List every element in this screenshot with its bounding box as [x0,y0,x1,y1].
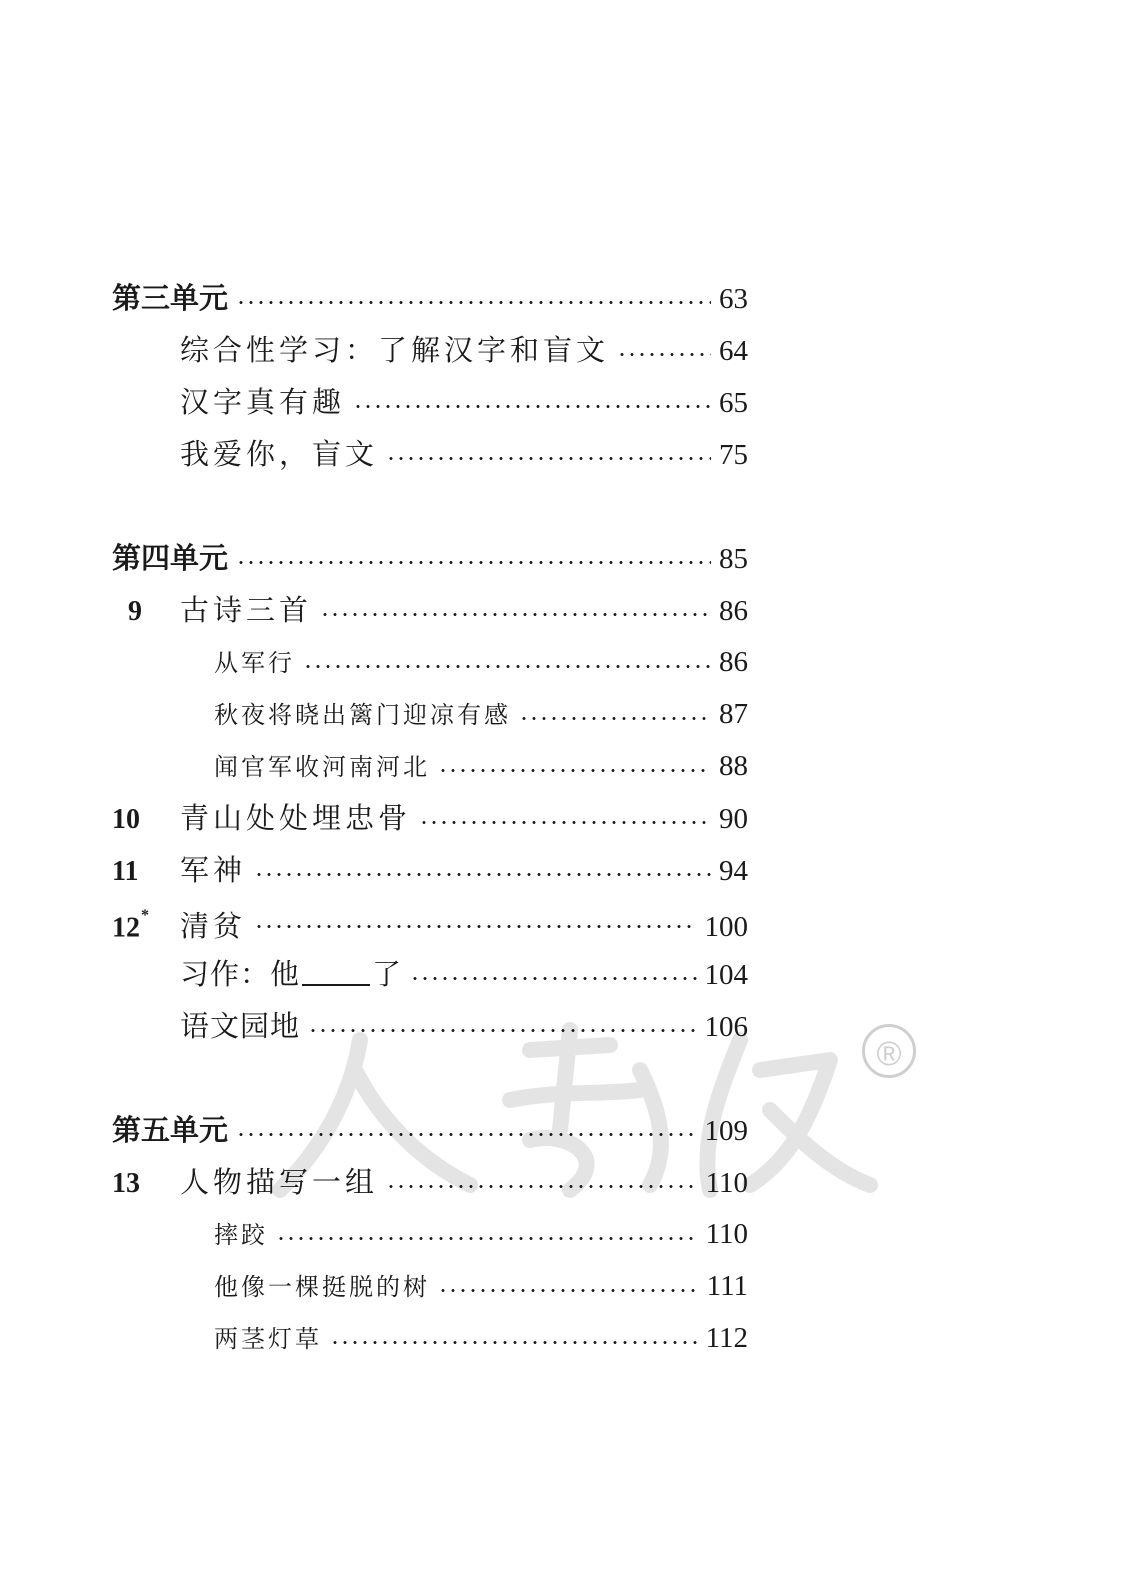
toc-entry-title [180,954,402,994]
dot-leader [320,613,711,616]
lesson-number: 9 [128,596,142,627]
dot-leader [276,1237,698,1240]
toc-page-number: 86 [719,595,748,627]
toc-lesson[interactable] [112,798,748,838]
registered-trademark-icon: ® [862,1024,916,1078]
toc-lesson[interactable] [112,1162,748,1202]
toc-entry[interactable] [180,434,748,474]
toc-page-number: 64 [719,335,748,367]
dot-leader [236,1133,696,1136]
dot-leader [410,977,696,980]
toc-page-number: 109 [704,1115,748,1147]
lesson-number-value: 12 [112,912,140,944]
dot-leader [308,1029,696,1032]
toc-entry-title: 摔跤 [214,1221,268,1249]
toc-page-number: 100 [704,911,748,944]
toc-entry-title: 闻官军收河南河北 [214,753,430,781]
toc-entry-title: 古诗三首 [180,593,313,627]
dot-leader [519,717,711,720]
toc-entry-title: 汉字真有趣 [180,385,346,419]
toc-heading-title: 第四单元 [112,541,229,575]
lesson-number: 13 [112,1168,140,1199]
toc-page-number: 86 [719,646,748,678]
dot-leader [330,1341,698,1344]
toc-entry-title: 综合性学习：了解汉字和盲文 [180,333,610,367]
toc-entry-title: 军神 [180,853,247,887]
toc-subentry[interactable] [214,746,748,786]
dot-leader [438,769,711,772]
toc-entry-title: 青山处处埋忠骨 [180,801,412,835]
toc-page-number: 112 [705,1322,748,1354]
toc-heading-unit-4[interactable] [112,538,748,578]
toc-page-number: 63 [719,283,748,315]
toc-page-number: 88 [719,750,748,782]
dot-leader [236,561,711,564]
lesson-number [112,902,180,948]
toc-lesson[interactable] [112,590,748,630]
toc-subentry[interactable] [214,1266,748,1306]
toc-subentry[interactable] [214,1318,748,1358]
dot-leader [353,405,711,408]
toc-entry-title: 我爱你，盲文 [180,437,379,471]
toc-heading-title: 第三单元 [112,281,229,315]
toc-lesson[interactable] [112,850,748,890]
dot-leader [236,301,711,304]
toc-page-number: 87 [719,698,748,730]
toc-heading-unit-5[interactable] [112,1110,748,1150]
dot-leader [254,925,696,928]
dot-leader [303,665,711,668]
toc-page-number: 94 [719,855,748,887]
toc-entry-title: 清贫 [180,909,247,944]
toc-subentry[interactable] [214,694,748,734]
writing-title-prefix: 习作：他 [180,957,301,991]
toc-entry[interactable] [180,1006,748,1046]
toc-page-number: 85 [719,543,748,575]
toc-entry-title: 语文园地 [180,1009,301,1043]
toc-entry-writing[interactable] [180,954,748,994]
toc-entry[interactable] [180,330,748,370]
toc-page-number: 110 [705,1167,748,1199]
toc-page-number: 104 [704,959,748,991]
toc-entry-title: 他像一棵挺脱的树 [214,1273,430,1301]
lesson-number: 10 [112,804,140,835]
toc-page-number: 110 [705,1218,748,1250]
toc-heading-unit-3[interactable] [112,278,748,318]
lesson-number: 11 [112,856,139,887]
writing-title-suffix: 了 [372,957,403,991]
toc-subentry[interactable] [214,642,748,682]
toc-page-number: 65 [719,387,748,419]
toc-entry-title: 从军行 [214,649,295,677]
toc-page-number: 106 [704,1011,748,1043]
fill-in-blank [302,982,370,986]
dot-leader [386,457,711,460]
dot-leader [617,353,711,356]
dot-leader [254,873,711,876]
dot-leader [386,1185,698,1188]
dot-leader [438,1289,699,1292]
optional-lesson-mark: * [141,907,149,924]
toc-subentry[interactable] [214,1214,748,1254]
toc-page-number: 90 [719,803,748,835]
toc-page-number: 111 [706,1270,748,1302]
toc-entry-title: 人物描写一组 [180,1165,379,1199]
toc-lesson[interactable] [112,902,748,942]
toc-heading-title: 第五单元 [112,1113,229,1147]
toc-entry-title: 秋夜将晓出篱门迎凉有感 [214,701,511,729]
toc-page-number: 75 [719,439,748,471]
toc-entry[interactable] [180,382,748,422]
toc-entry-title: 两茎灯草 [214,1325,322,1353]
dot-leader [419,821,711,824]
